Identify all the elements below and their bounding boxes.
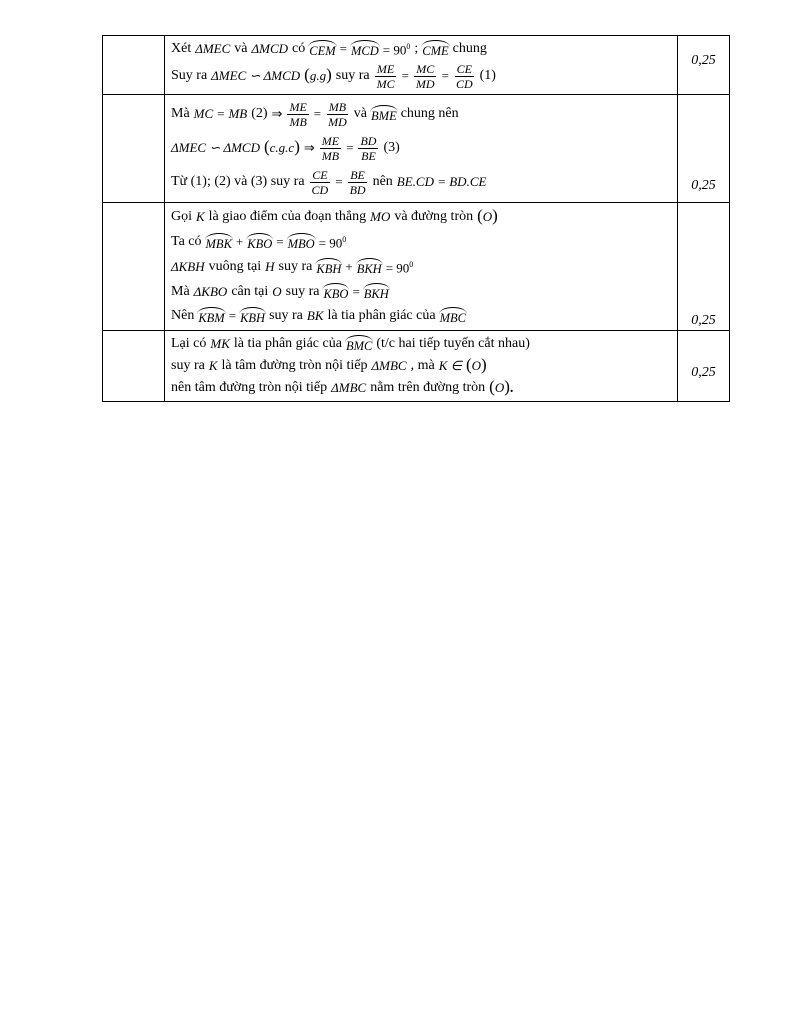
angle: KBH	[240, 307, 265, 325]
text: và đường tròn	[394, 209, 474, 224]
text: suy ra	[335, 68, 370, 83]
symbol: = 90	[382, 42, 407, 58]
math: ΔMEC ∽ ΔMCD	[171, 140, 260, 155]
symbol: =	[401, 68, 409, 83]
text: (1)	[479, 68, 496, 83]
solution-cell	[165, 36, 678, 95]
math: O	[482, 208, 493, 224]
text: Lại có	[171, 336, 207, 351]
score-cell	[678, 95, 730, 203]
solution-line	[171, 97, 671, 131]
solution-cell	[165, 95, 678, 203]
table-row	[103, 95, 730, 203]
paren: (	[489, 376, 495, 396]
paren: )	[504, 376, 510, 396]
math: MC = MB	[193, 106, 248, 121]
angle: BME	[371, 105, 397, 123]
paren: )	[481, 354, 487, 374]
solution-cell	[165, 331, 678, 402]
score-cell	[678, 331, 730, 402]
symbol: =	[335, 174, 343, 189]
numerator: BD	[360, 133, 377, 148]
angle: CEM	[309, 40, 335, 58]
math: O	[272, 283, 282, 299]
math: ΔKBH	[171, 258, 205, 274]
solution-line	[171, 229, 671, 254]
math: MK	[210, 336, 230, 351]
solution-line	[171, 38, 671, 60]
degree-sup: 0	[409, 259, 414, 269]
fraction	[414, 62, 437, 91]
text: chung nên	[400, 106, 459, 121]
degree-sup: 0	[342, 234, 347, 244]
fraction	[287, 100, 308, 129]
math: H	[265, 258, 275, 274]
symbol: =	[339, 41, 347, 56]
text: Nên	[171, 308, 195, 323]
implies-symbol: ⇒	[303, 140, 315, 155]
angle: KBO	[323, 283, 348, 301]
score-cell	[678, 203, 730, 331]
numerator: CE	[456, 61, 472, 76]
paren: (	[304, 64, 310, 84]
text: là giao điểm của đoạn thẳng	[208, 209, 367, 224]
solution-line	[171, 205, 671, 229]
denominator: MC	[376, 76, 395, 91]
math: ΔMEC	[195, 41, 231, 56]
math: BE.CD = BD.CE	[396, 174, 487, 189]
numerator: ME	[321, 133, 340, 148]
text: nên	[372, 174, 393, 189]
solution-line	[171, 254, 671, 279]
text: suy ra	[278, 258, 313, 274]
math: K	[208, 358, 218, 373]
numerator: BE	[350, 167, 365, 182]
angle: KBH	[316, 258, 341, 276]
symbol: =	[228, 308, 237, 323]
text: cân tại	[231, 283, 269, 299]
denominator: MD	[328, 114, 347, 129]
empty-cell	[103, 203, 165, 331]
table-row	[103, 36, 730, 95]
text: là tia phân giác của	[233, 336, 342, 351]
score-value: 0,25	[691, 178, 716, 193]
table-row	[103, 331, 730, 402]
math: ΔMBC	[371, 358, 407, 373]
text: (2)	[251, 106, 268, 121]
math: ΔMCD	[251, 41, 289, 56]
solution-line	[171, 165, 671, 199]
numerator: CE	[312, 167, 328, 182]
paren: (	[465, 354, 472, 374]
text: là tâm đường tròn nội tiếp	[221, 358, 368, 373]
solution-line	[171, 377, 671, 399]
paren: )	[294, 136, 300, 156]
implies-symbol: ⇒	[271, 106, 283, 121]
paren: (	[263, 136, 270, 156]
text: Mà	[171, 106, 190, 121]
denominator: BD	[349, 182, 366, 197]
math: K	[196, 209, 205, 224]
fraction	[375, 62, 397, 91]
angle: BKH	[364, 283, 389, 301]
text: và	[234, 41, 248, 56]
symbol: =	[441, 68, 449, 83]
denominator: BE	[361, 148, 376, 163]
text: suy ra	[269, 308, 303, 323]
numerator: ME	[289, 99, 307, 114]
denominator: CD	[455, 76, 473, 91]
fraction	[310, 168, 331, 197]
angle: CME	[422, 40, 448, 58]
score-value: 0,25	[691, 365, 716, 380]
paren: )	[326, 64, 332, 84]
symbol: = 90	[318, 235, 343, 251]
fraction	[326, 100, 349, 129]
symbol: +	[235, 233, 244, 249]
numerator: MB	[328, 99, 347, 114]
text: vuông tại	[208, 258, 262, 274]
text: Xét	[171, 41, 192, 56]
text: suy ra	[285, 283, 320, 299]
math: ΔMBC	[331, 380, 367, 395]
solution-line	[171, 60, 671, 92]
solution-line	[171, 333, 671, 355]
solution-line	[171, 355, 671, 377]
math: MO	[370, 209, 391, 224]
empty-cell	[103, 95, 165, 203]
numerator: ME	[376, 61, 395, 76]
math: ΔKBO	[193, 283, 228, 299]
text: (3)	[383, 140, 400, 155]
solution-line	[171, 304, 671, 328]
math: ΔMEC ∽ ΔMCD	[211, 68, 301, 83]
numerator: MC	[416, 61, 435, 76]
text: chung	[452, 41, 487, 56]
fraction	[348, 168, 368, 197]
symbol: =	[346, 140, 354, 155]
fraction	[320, 134, 341, 163]
text: suy ra	[171, 358, 205, 373]
text: Suy ra	[171, 68, 208, 83]
degree-sup: 0	[406, 42, 411, 52]
text: là tia phân giác của	[327, 308, 436, 323]
text: nằm trên đường tròn	[370, 380, 486, 395]
solution-line	[171, 131, 671, 165]
text: , mà	[410, 358, 435, 373]
score-value: 0,25	[691, 313, 716, 328]
fraction	[454, 62, 475, 91]
denominator: CD	[311, 182, 329, 197]
text: (t/c hai tiếp tuyến cắt nhau)	[376, 336, 530, 351]
symbol: =	[352, 283, 360, 299]
empty-cell	[103, 36, 165, 95]
math: c.g.c	[269, 139, 295, 155]
empty-cell	[103, 331, 165, 402]
paren: )	[492, 205, 498, 225]
symbol: = 90	[385, 260, 410, 276]
angle: KBM	[198, 307, 224, 325]
angle: MBK	[206, 233, 232, 251]
angle: MBC	[440, 307, 466, 325]
math: K ∈	[438, 358, 462, 373]
text: Từ (1); (2) và (3) suy ra	[171, 174, 305, 189]
fraction	[358, 134, 378, 163]
answer-table	[102, 35, 730, 402]
angle: BKH	[357, 258, 382, 276]
text: Ta có	[171, 233, 202, 249]
symbol: =	[276, 233, 284, 249]
math: BK	[306, 308, 324, 323]
symbol: =	[313, 106, 322, 121]
angle: BMC	[346, 335, 372, 353]
solution-cell	[165, 203, 678, 331]
score-value: 0,25	[691, 53, 716, 68]
angle: MCD	[351, 40, 379, 58]
denominator: MB	[321, 148, 340, 163]
table-row	[103, 203, 730, 331]
symbol: +	[345, 258, 353, 274]
denominator: MD	[415, 76, 435, 91]
score-cell	[678, 36, 730, 95]
text: và	[353, 106, 368, 121]
angle: KBO	[247, 233, 272, 251]
text: Mà	[171, 283, 190, 299]
math: g.g	[309, 67, 327, 83]
text: ;	[414, 41, 419, 56]
paren: (	[477, 205, 483, 225]
math: O	[494, 379, 505, 395]
angle: MBO	[288, 233, 315, 251]
text: Gọi	[171, 209, 192, 224]
solution-line	[171, 279, 671, 304]
math: O	[471, 357, 482, 373]
period: .	[509, 380, 514, 396]
text: có	[292, 41, 306, 56]
text: nên tâm đường tròn nội tiếp	[171, 380, 328, 395]
denominator: MB	[289, 114, 307, 129]
